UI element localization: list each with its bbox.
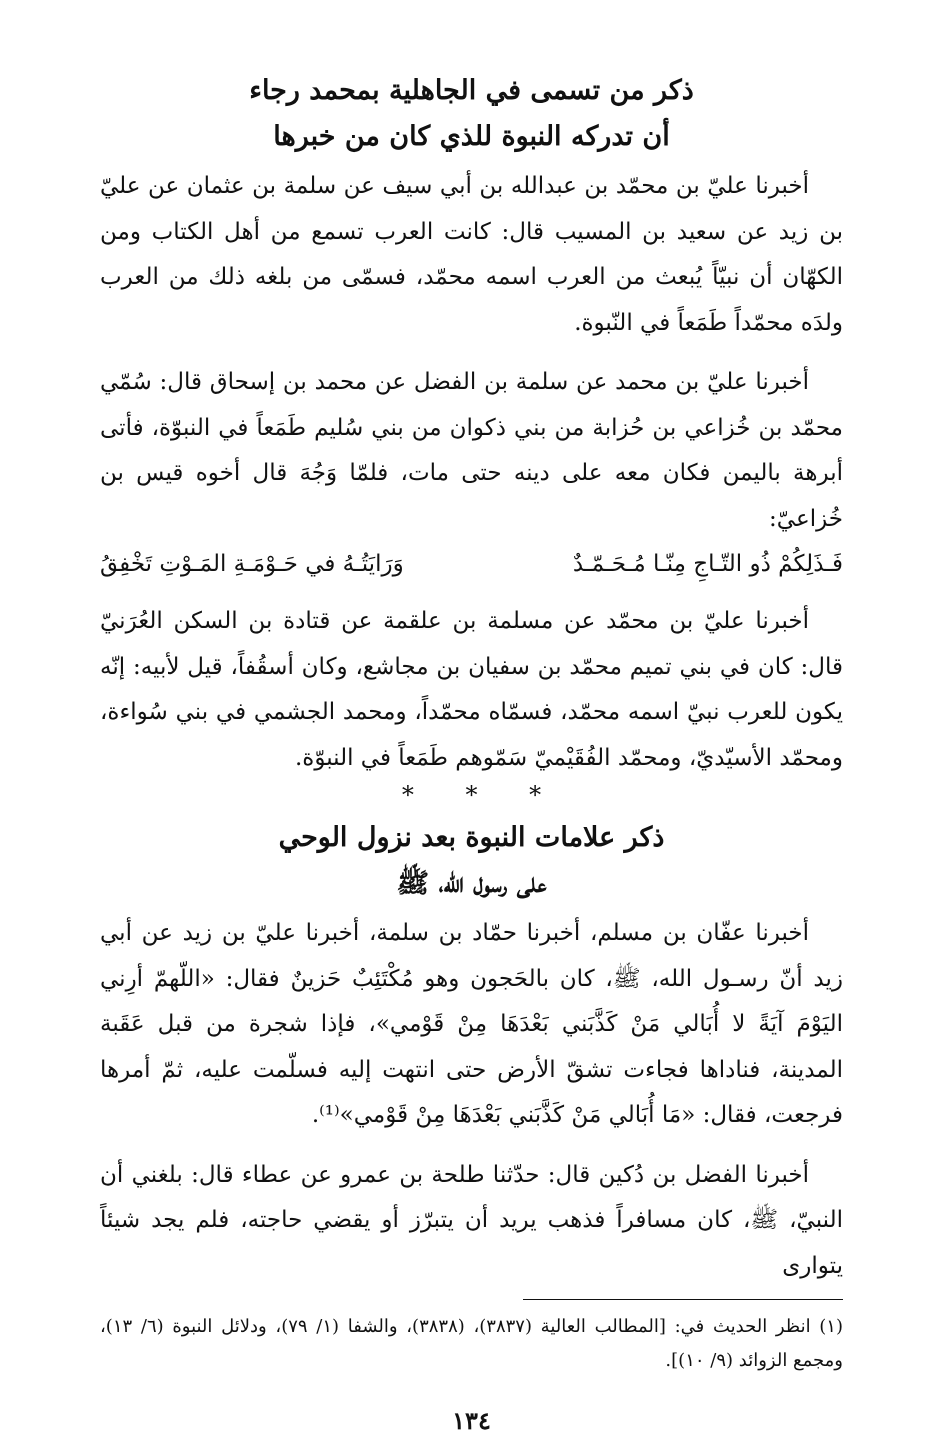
verse-second-hemistich: وَرَايَتُـهُ في حَـوْمَـةِ المَـوْتِ تَخْفِقُ xyxy=(100,551,404,577)
verse-first-hemistich: فَـذَلِكُمْ ذُو التّـاجِ مِنّـا مُـحَـمّـدٌ xyxy=(572,551,843,577)
section1-paragraph-1-text: أخبرنا عليّ بن محمّد بن عبدالله بن أبي سيف عن سلمة بن عثمان عن عليّ بن زيد عن سعيد بن المسيب قال: كانت العرب تسمع من أهل الكتاب ومن الكهّان أن نبيّاً يُبعث من العرب اسمه محمّد، فسمّى من بلغه ذلك من العرب ولدَه محمّداً طَمَعاً في النّبوة. xyxy=(100,173,843,336)
section2-paragraph-2 xyxy=(100,1153,843,1290)
section2-title-line2: على رسول الله، ﷺ xyxy=(396,868,547,899)
section1-paragraph-2 xyxy=(100,360,843,542)
poetry-verse xyxy=(100,542,843,599)
section-separator: * * * xyxy=(401,781,542,809)
footnote-divider xyxy=(523,1299,843,1300)
section1-title-line2: أن تدركه النبوة للذي كان من خبرها xyxy=(273,121,670,152)
footnote: (١) انظر الحديث في: [المطالب العالية (٣٨٣٧)، (٣٨٣٨)، والشفا (١/ ٧٩)، ودلائل النبوة (٦/ ١٣)، ومجمع الزوائد (٩/ ١٠)]. xyxy=(100,1316,843,1371)
section1-title-line1: ذكر من تسمى في الجاهلية بمحمد رجاء xyxy=(249,75,694,106)
section1-paragraph-3 xyxy=(100,599,843,781)
section1-paragraph-3-text: أخبرنا عليّ بن محمّد عن مسلمة بن علقمة عن قتادة بن السكن العُرَنيّ قال: كان في بني تميم محمّد بن سفيان بن مجاشع، وكان أسقُفاً، قيل لأبيه: إنّه يكون للعرب نبيّ اسمه محمّد، فسمّاه محمّداً، ومحمد الجشمي في بني سُواءة، ومحمّد الأسيّديّ، ومحمّد الفُقَيْميّ سَمّوهم طَمَعاً في النبوّة. xyxy=(100,608,843,771)
section1-paragraph-1 xyxy=(100,164,843,346)
section2-paragraph-1 xyxy=(100,911,843,1139)
page-number: ١٣٤ xyxy=(452,1406,491,1435)
section2-title-line1: ذكر علامات النبوة بعد نزول الوحي xyxy=(278,822,665,853)
section2-paragraph-2-text: أخبرنا الفضل بن دُكين قال: حدّثنا طلحة بن عمرو عن عطاء قال: بلغني أن النبيّ، ﷺ، كان مسافراً فذهب يريد أن يتبرّز أو يقضي حاجته، فلم يجد شيئاً يتوارى xyxy=(100,1161,843,1279)
section1-paragraph-2-text: أخبرنا عليّ بن محمد عن سلمة بن الفضل عن محمد بن إسحاق قال: سُمّي محمّد بن خُزاعي بن حُزابة من بني ذكوان من بني سُليم طَمَعاً في النبوّة، فأتى أبرهة باليمن فكان معه على دينه حتى مات، فلمّا وَجُهَ قال أخوه قيس بن خُزاعيّ: xyxy=(100,369,843,532)
section2-paragraph-1-text: أخبرنا عفّان بن مسلم، أخبرنا حمّاد بن سلمة، أخبرنا عليّ بن زيد عن أبي زيد أنّ رسـول الله، ﷺ، كان بالحَجون وهو مُكْتَئِبٌ حَزينٌ فقال: «اللّهمّ أرِني اليَوْمَ آيَةً لا أُبَالي مَنْ كَذَّبَني بَعْدَهَا مِنْ قَوْمي»، فإذا شجرة من قبل عَقَبة المدينة، فناداها فجاءت تشقّ الأرض حتى انتهت إليه فسلّمت عليه، ثمّ أمرها فرجعت، فقال: «مَا أُبَالي مَنْ كَذَّبَني بَعْدَهَا مِنْ قَوْمي»⁽¹⁾. xyxy=(100,920,843,1128)
